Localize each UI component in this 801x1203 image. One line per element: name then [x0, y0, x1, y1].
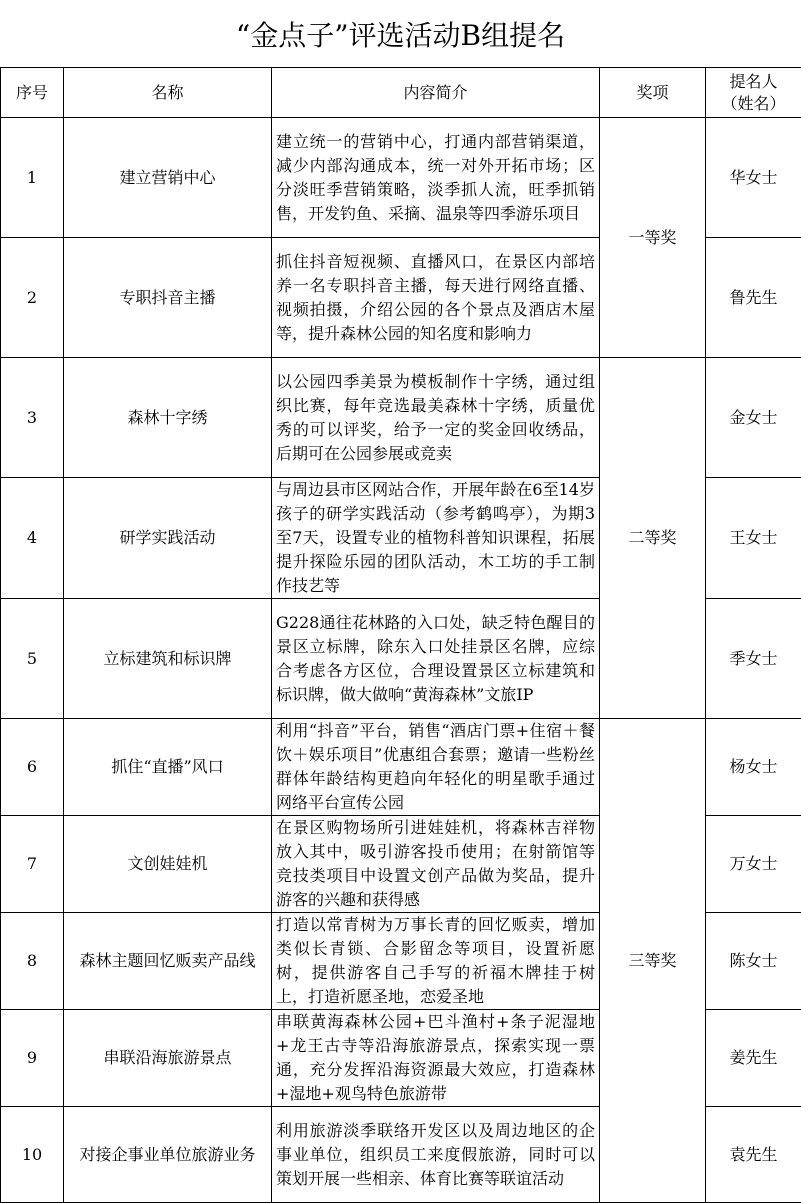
row-name: 抓住“直播”风口	[64, 719, 272, 816]
row-name: 建立营销中心	[64, 118, 272, 238]
row-summary: G228通往花林路的入口处，缺乏特色醒目的景区立标牌，除东入口处挂景区名牌，应综合考虑各方区位，合理设置景区立标建筑和标识牌，做大做响“黄海森林”文旅IP	[272, 599, 600, 719]
row-summary: 以公园四季美景为模板制作十字绣，通过组织比赛，每年竞选最美森林十字绣，质量优秀的可以评奖，给予一定的奖金回收绣品，后期可在公园参展或竞卖	[272, 358, 600, 478]
row-index: 8	[1, 913, 64, 1010]
row-index: 6	[1, 719, 64, 816]
header-index: 序号	[1, 68, 64, 118]
header-nominator-line2: （姓名）	[706, 93, 801, 115]
row-index: 2	[1, 238, 64, 358]
row-name: 对接企事业单位旅游业务	[64, 1107, 272, 1203]
row-nominator: 华女士	[706, 118, 801, 238]
row-summary: 串联黄海森林公园+巴斗渔村+条子泥湿地+龙王古寺等沿海旅游景点，探索实现一票通，充分发挥沿海资源最大效应，打造森林+湿地+观鸟特色旅游带	[272, 1010, 600, 1107]
row-nominator: 陈女士	[706, 913, 801, 1010]
row-index: 3	[1, 358, 64, 478]
table-row	[1, 358, 801, 478]
row-summary: 抓住抖音短视频、直播风口，在景区内部培养一名专职抖音主播，每天进行网络直播、视频拍摄，介绍公园的各个景点及酒店木屋等，提升森林公园的知名度和影响力	[272, 238, 600, 358]
award-first: 一等奖	[600, 118, 706, 358]
award-second: 二等奖	[600, 358, 706, 719]
row-name: 专职抖音主播	[64, 238, 272, 358]
header-name: 名称	[64, 68, 272, 118]
row-summary: 与周边县市区网站合作，开展年龄在6至14岁孩子的研学实践活动（参考鹤鸣亭），为期3至7天，设置专业的植物科普知识课程，拓展提升探险乐园的团队活动，木工坊的手工制作技艺等	[272, 478, 600, 599]
table-header-row	[1, 68, 801, 118]
row-summary: 建立统一的营销中心，打通内部营销渠道，减少内部沟通成本，统一对外开拓市场；区分淡旺季营销策略，淡季抓人流，旺季抓销售，开发钓鱼、采摘、温泉等四季游乐项目	[272, 118, 600, 238]
row-name: 森林十字绣	[64, 358, 272, 478]
row-index: 10	[1, 1107, 64, 1203]
table-row	[1, 118, 801, 238]
table-row	[1, 719, 801, 816]
row-summary: 在景区购物场所引进娃娃机，将森林吉祥物放入其中，吸引游客投币使用；在射箭馆等竞技类项目中设置文创产品做为奖品，提升游客的兴趣和获得感	[272, 816, 600, 913]
sheet-title: “金点子”评选活动B组提名	[1, 1, 800, 68]
row-name: 森林主题回忆贩卖产品线	[64, 913, 272, 1010]
header-nominator-line1: 提名人	[706, 71, 801, 93]
row-nominator: 万女士	[706, 816, 801, 913]
row-index: 7	[1, 816, 64, 913]
row-index: 9	[1, 1010, 64, 1107]
row-nominator: 金女士	[706, 358, 801, 478]
nomination-table	[0, 67, 801, 1203]
row-nominator: 姜先生	[706, 1010, 801, 1107]
award-third: 三等奖	[600, 719, 706, 1203]
row-name: 立标建筑和标识牌	[64, 599, 272, 719]
header-summary: 内容简介	[272, 68, 600, 118]
row-nominator: 鲁先生	[706, 238, 801, 358]
header-nominator	[706, 68, 801, 118]
row-nominator: 王女士	[706, 478, 801, 599]
header-award: 奖项	[600, 68, 706, 118]
row-nominator: 季女士	[706, 599, 801, 719]
row-index: 5	[1, 599, 64, 719]
row-name: 研学实践活动	[64, 478, 272, 599]
row-index: 1	[1, 118, 64, 238]
row-summary: 利用“抖音”平台，销售“酒店门票+住宿＋餐饮＋娱乐项目”优惠组合套票；邀请一些粉丝群体年龄结构更趋向年轻化的明星歌手通过网络平台宣传公园	[272, 719, 600, 816]
row-name: 串联沿海旅游景点	[64, 1010, 272, 1107]
row-summary: 利用旅游淡季联络开发区以及周边地区的企事业单位，组织员工来度假旅游，同时可以策划开展一些相亲、体育比赛等联谊活动	[272, 1107, 600, 1203]
row-index: 4	[1, 478, 64, 599]
row-nominator: 袁先生	[706, 1107, 801, 1203]
row-name: 文创娃娃机	[64, 816, 272, 913]
row-summary: 打造以常青树为万事长青的回忆贩卖，增加类似长青锁、合影留念等项目，设置祈愿树，提供游客自己手写的祈福木牌挂于树上，打造祈愿圣地，恋爱圣地	[272, 913, 600, 1010]
row-nominator: 杨女士	[706, 719, 801, 816]
